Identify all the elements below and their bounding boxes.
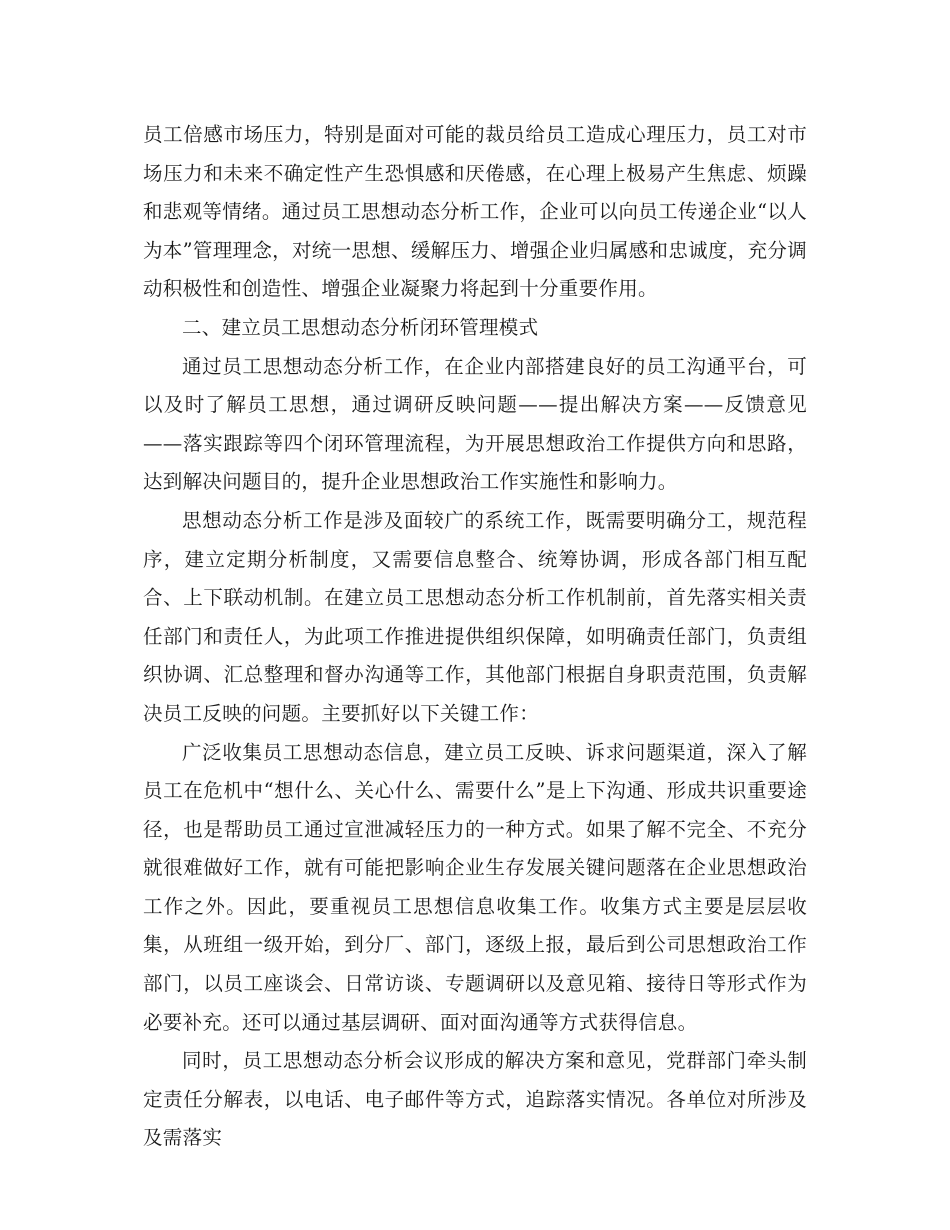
paragraph-3: 通过员工思想动态分析工作，在企业内部搭建良好的员工沟通平台，可以及时了解员工思想，通过调研反映问题——提出解决方案——反馈意见——落实跟踪等四个闭环管理流程，为开展思想政治工作提供方向和思路，达到解决问题目的，提升企业思想政治工作实施性和影响力。 — [143, 354, 807, 494]
document-body — [143, 116, 807, 1158]
paragraph-5: 广泛收集员工思想动态信息，建立员工反映、诉求问题渠道，深入了解员工在危机中“想什么、关心什么、需要什么”是上下沟通、形成共识重要途径，也是帮助员工通过宣泄减轻压力的一种方式。如果了解不完全、不充分就很难做好工作，就有可能把影响企业生存发展关键问题落在企业思想政治工作之外。因此，要重视员工思想信息收集工作。收集方式主要是层层收集，从班组一级开始，到分厂、部门，逐级上报，最后到公司思想政治工作部门，以员工座谈会、日常访谈、专题调研以及意见箱、接待日等形式作为必要补充。还可以通过基层调研、面对面沟通等方式获得信息。 — [143, 740, 807, 1034]
section-heading: 二、建立员工思想动态分析闭环管理模式 — [182, 315, 539, 339]
paragraph-1: 员工倍感市场压力，特别是面对可能的裁员给员工造成心理压力，员工对市场压力和未来不确定性产生恐惧感和厌倦感，在心理上极易产生焦虑、烦躁和悲观等情绪。通过员工思想动态分析工作，企业可以向员工传递企业“以人为本”管理理念，对统一思想、缓解压力、增强企业归属感和忠诚度，充分调动积极性和创造性、增强企业凝聚力将起到十分重要作用。 — [143, 123, 807, 301]
paragraph-4: 思想动态分析工作是涉及面较广的系统工作，既需要明确分工，规范程序，建立定期分析制度，又需要信息整合、统筹协调，形成各部门相互配合、上下联动机制。在建立员工思想动态分析工作机制前，首先落实相关责任部门和责任人，为此项工作推进提供组织保障，如明确责任部门，负责组织协调、汇总整理和督办沟通等工作，其他部门根据自身职责范围，负责解决员工反映的问题。主要抓好以下关键工作： — [143, 508, 807, 725]
paragraph-6: 同时，员工思想动态分析会议形成的解决方案和意见，党群部门牵头制定责任分解表，以电话、电子邮件等方式，追踪落实情况。各单位对所涉及及需落实 — [143, 1049, 807, 1150]
